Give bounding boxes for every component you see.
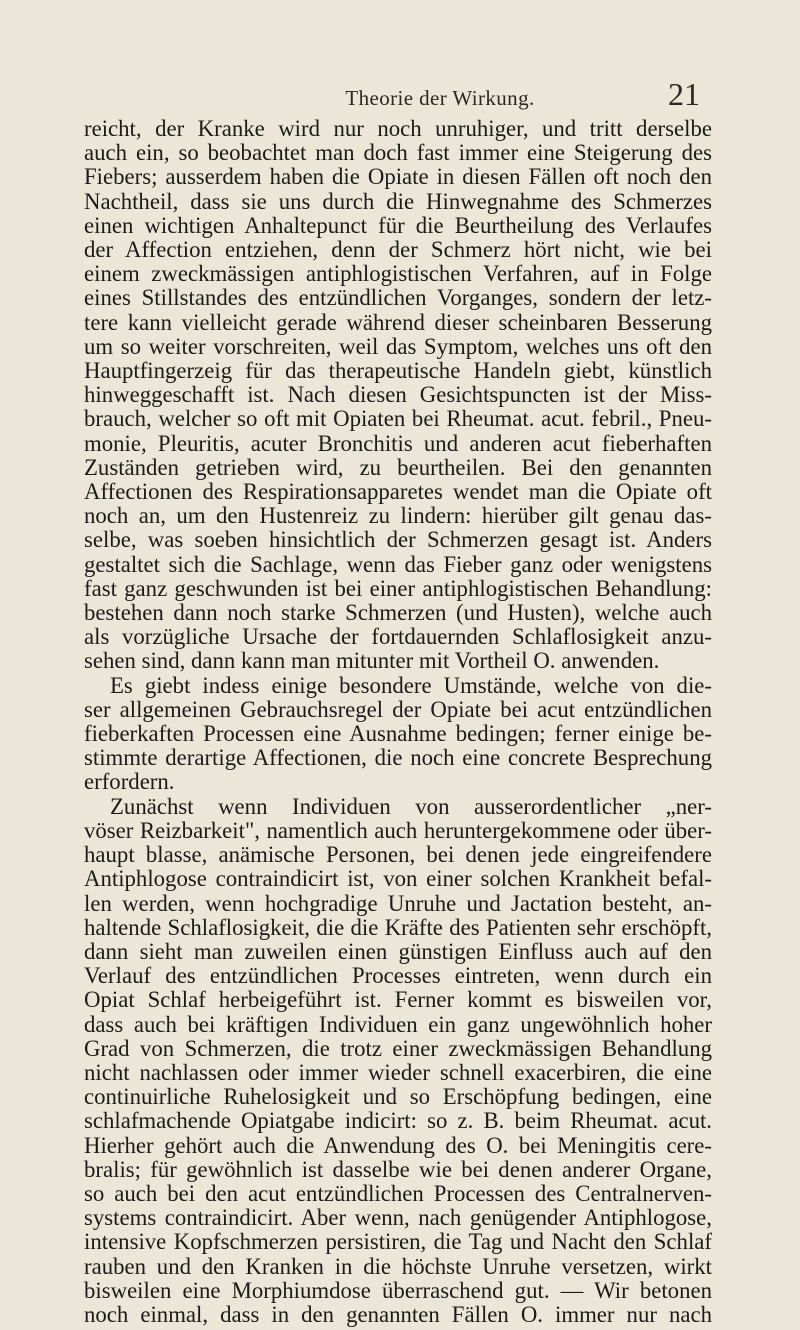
text-line: continuirliche Ruhelosigkeit und so Erschöpfung bedingen, eine (84, 1084, 712, 1110)
text-line: so auch bei den acut entzündlichen Processen des Centralnerven- (84, 1180, 712, 1206)
text-line: tere kann vielleicht gerade während dieser scheinbaren Besserung (84, 309, 712, 335)
text-line: eines Stillstandes des entzündlichen Vorganges, sondern der letz- (84, 285, 712, 311)
text-line: Affectionen des Respirationsapparetes wendet man die Opiate oft (84, 479, 712, 505)
text-line: auch ein, so beobachtet man doch fast immer eine Steigerung des (84, 140, 712, 166)
text-line: brauch, welcher so oft mit Opiaten bei Rheumat. acut. febril., Pneu- (84, 406, 712, 432)
text-line: monie, Pleuritis, acuter Bronchitis und anderen acut fieberhaften (84, 430, 712, 456)
text-line: Opiat Schlaf herbeigeführt ist. Ferner kommt es bisweilen vor, (84, 987, 712, 1013)
text-line: als vorzügliche Ursache der fortdauernden Schlaflosigkeit anzu- (84, 624, 712, 650)
text-line: dass auch bei kräftigen Individuen ein ganz ungewöhnlich hoher (84, 1011, 712, 1037)
text-line: sehen sind, dann kann man mitunter mit Vortheil O. anwenden. (84, 648, 660, 674)
text-line: vöser Reizbarkeit", namentlich auch heruntergekommene oder über- (84, 817, 712, 843)
text-line: gestaltet sich die Sachlage, wenn das Fieber ganz oder wenigstens (84, 551, 712, 577)
running-title: Theorie der Wirkung. (345, 86, 535, 110)
text-line: bralis; für gewöhnlich ist dasselbe wie bei denen anderer Organe, (84, 1156, 712, 1182)
text-line: Hauptfingerzeig für das therapeutische Handeln giebt, künstlich (84, 358, 712, 384)
body-text (84, 117, 712, 1327)
text-line: noch an, um den Hustenreiz zu lindern: hierüber gilt genau das- (84, 503, 712, 529)
text-line: len werden, wenn hochgradige Unruhe und Jactation besteht, an- (84, 890, 712, 916)
text-line: haltende Schlaflosigkeit, die die Kräfte des Patienten sehr erschöpft, (84, 914, 712, 940)
text-line: rauben und den Kranken in die höchste Unruhe versetzen, wirkt (84, 1253, 712, 1279)
text-line: Hierher gehört auch die Anwendung des O. bei Meningitis cere- (84, 1132, 712, 1158)
text-line: intensive Kopfschmerzen persistiren, die Tag und Nacht den Schlaf (84, 1229, 712, 1255)
text-line: haupt blasse, anämische Personen, bei denen jede eingreifendere (84, 842, 712, 868)
text-line: Verlauf des entzündlichen Processes eintreten, wenn durch ein (84, 963, 712, 989)
text-line: systems contraindicirt. Aber wenn, nach genügender Antiphlogose, (84, 1205, 712, 1231)
text-line: hinweggeschafft ist. Nach diesen Gesichtspuncten ist der Miss- (84, 382, 712, 408)
text-line: reicht, der Kranke wird nur noch unruhiger, und tritt derselbe (84, 116, 712, 141)
text-line: Es giebt indess einige besondere Umstände, welche von die- (110, 672, 712, 698)
text-line: Zuständen getrieben wird, zu beurtheilen. Bei den genannten (84, 454, 712, 480)
text-line: um so weiter vorschreiten, weil das Symptom, welches uns oft den (84, 333, 712, 359)
text-line: noch einmal, dass in den genannten Fällen O. immer nur nach (84, 1301, 712, 1327)
text-line: selbe, was soeben hinsichtlich der Schmerzen gesagt ist. Anders (84, 527, 712, 553)
text-line: ser allgemeinen Gebrauchsregel der Opiate bei acut entzündlichen (84, 696, 712, 722)
text-line: erfordern. (84, 769, 175, 795)
text-line: bisweilen eine Morphiumdose überraschend gut. — Wir betonen (84, 1277, 712, 1303)
text-line: nicht nachlassen oder immer wieder schnell exacerbiren, die eine (84, 1059, 712, 1085)
text-line: Zunächst wenn Individuen von ausserordentlicher „ner- (110, 793, 712, 819)
text-line: Antiphlogose contraindicirt ist, von einer solchen Krankheit befal- (84, 866, 712, 892)
text-line: fieberkaften Processen eine Ausnahme bedingen; ferner einige be- (84, 721, 712, 747)
text-line: einen wichtigen Anhaltepunct für die Beurtheilung des Verlaufes (84, 212, 712, 238)
page-number: 21 (668, 76, 700, 112)
text-line: fast ganz geschwunden ist bei einer antiphlogistischen Behandlung: (84, 575, 712, 601)
text-line: der Affection entziehen, denn der Schmerz hört nicht, wie bei (84, 237, 712, 263)
text-line: stimmte derartige Affectionen, die noch eine concrete Besprechung (84, 745, 712, 771)
text-line: Grad von Schmerzen, die trotz einer zweckmässigen Behandlung (84, 1035, 712, 1061)
text-line: schlafmachende Opiatgabe indicirt: so z. B. beim Rheumat. acut. (84, 1108, 712, 1134)
text-line: einem zweckmässigen antiphlogistischen Verfahren, auf in Folge (84, 261, 712, 287)
text-line: Fiebers; ausserdem haben die Opiate in diesen Fällen oft noch den (84, 164, 712, 190)
text-line: dann sieht man zuweilen einen günstigen Einfluss auch auf den (84, 938, 712, 964)
text-line: bestehen dann noch starke Schmerzen (und Husten), welche auch (84, 600, 712, 626)
text-line: Nachtheil, dass sie uns durch die Hinwegnahme des Schmerzes (84, 188, 712, 214)
